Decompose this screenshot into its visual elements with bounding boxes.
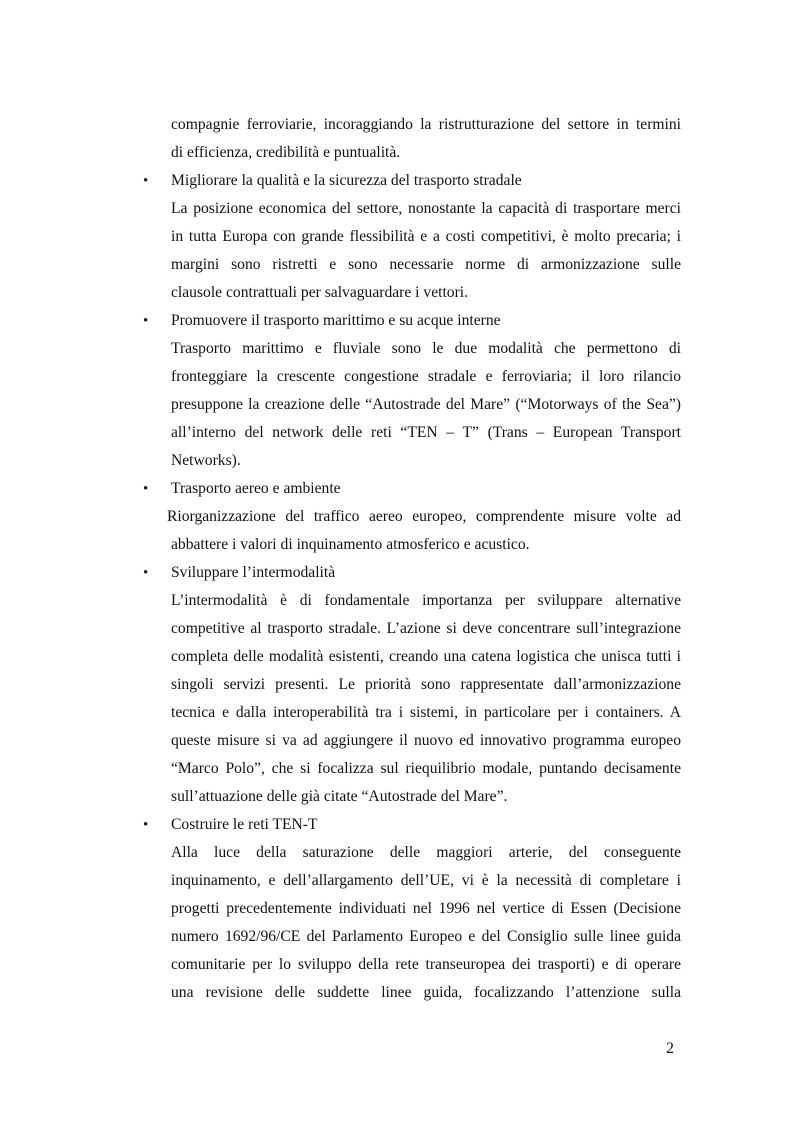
body-line: Alla luce della saturazione delle maggiori arterie, del conseguente — [171, 844, 681, 861]
body-line: abbattere i valori di inquinamento atmosferico e acustico. — [171, 536, 530, 553]
body-line: comunitarie per lo sviluppo della rete transeuropea dei trasporti) e di operare — [171, 956, 681, 973]
body-line: fronteggiare la crescente congestione stradale e ferroviaria; il loro rilancio — [171, 368, 681, 385]
page-number: 2 — [666, 1040, 674, 1057]
body-line: clausole contrattuali per salvaguardare i vettori. — [171, 284, 469, 301]
body-line: di efficienza, credibilità e puntualità. — [171, 144, 401, 161]
section-heading: Costruire le reti TEN-T — [171, 816, 318, 833]
body-line: competitive al trasporto stradale. L’azione si deve concentrare sull’integrazione — [171, 620, 681, 637]
bullet-icon: • — [143, 173, 149, 189]
bullet-icon: • — [143, 565, 149, 581]
bullet-icon: • — [143, 313, 149, 329]
body-line: tecnica e dalla interoperabilità tra i sistemi, in particolare per i containers. A — [171, 704, 681, 721]
section-heading: Migliorare la qualità e la sicurezza del trasporto stradale — [171, 172, 522, 189]
body-line: Networks). — [171, 452, 241, 469]
body-line: margini sono ristretti e sono necessarie norme di armonizzazione sulle — [171, 256, 681, 273]
section-heading: Sviluppare l’intermodalità — [171, 564, 336, 581]
body-line: presuppone la creazione delle “Autostrade del Mare” (“Motorways of the Sea”) — [171, 396, 681, 413]
bullet-icon: • — [143, 817, 149, 833]
body-line: inquinamento, e dell’allargamento dell’UE, vi è la necessità di completare i — [171, 872, 681, 889]
body-line: una revisione delle suddette linee guida, focalizzando l’attenzione sulla — [171, 984, 681, 1001]
body-line: sull’attuazione delle già citate “Autostrade del Mare”. — [171, 788, 508, 805]
body-line: in tutta Europa con grande flessibilità e a costi competitivi, è molto precaria; i — [171, 228, 681, 245]
body-line: “Marco Polo”, che si focalizza sul riequilibrio modale, puntando decisamente — [171, 760, 681, 777]
body-line: L’intermodalità è di fondamentale importanza per sviluppare alternative — [171, 592, 681, 609]
body-line: progetti precedentemente individuati nel 1996 nel vertice di Essen (Decisione — [171, 900, 681, 917]
bullet-icon: • — [143, 481, 149, 497]
body-line: all’interno del network delle reti “TEN – T” (Trans – European Transport — [171, 424, 681, 441]
body-line: Riorganizzazione del traffico aereo europeo, comprendente misure volte ad — [167, 508, 681, 525]
body-line: queste misure si va ad aggiungere il nuovo ed innovativo programma europeo — [171, 732, 681, 749]
body-line: Trasporto marittimo e fluviale sono le due modalità che permettono di — [171, 340, 681, 357]
section-heading: Promuovere il trasporto marittimo e su acque interne — [171, 312, 501, 329]
body-line: completa delle modalità esistenti, creando una catena logistica che unisca tutti i — [171, 648, 681, 665]
body-line: singoli servizi presenti. Le priorità sono rappresentate dall’armonizzazione — [171, 676, 681, 693]
section-heading: Trasporto aereo e ambiente — [171, 480, 341, 497]
body-line: numero 1692/96/CE del Parlamento Europeo e del Consiglio sulle linee guida — [171, 928, 681, 945]
body-line: compagnie ferroviarie, incoraggiando la ristrutturazione del settore in termini — [171, 116, 681, 133]
body-line: La posizione economica del settore, nonostante la capacità di trasportare merci — [171, 200, 681, 217]
